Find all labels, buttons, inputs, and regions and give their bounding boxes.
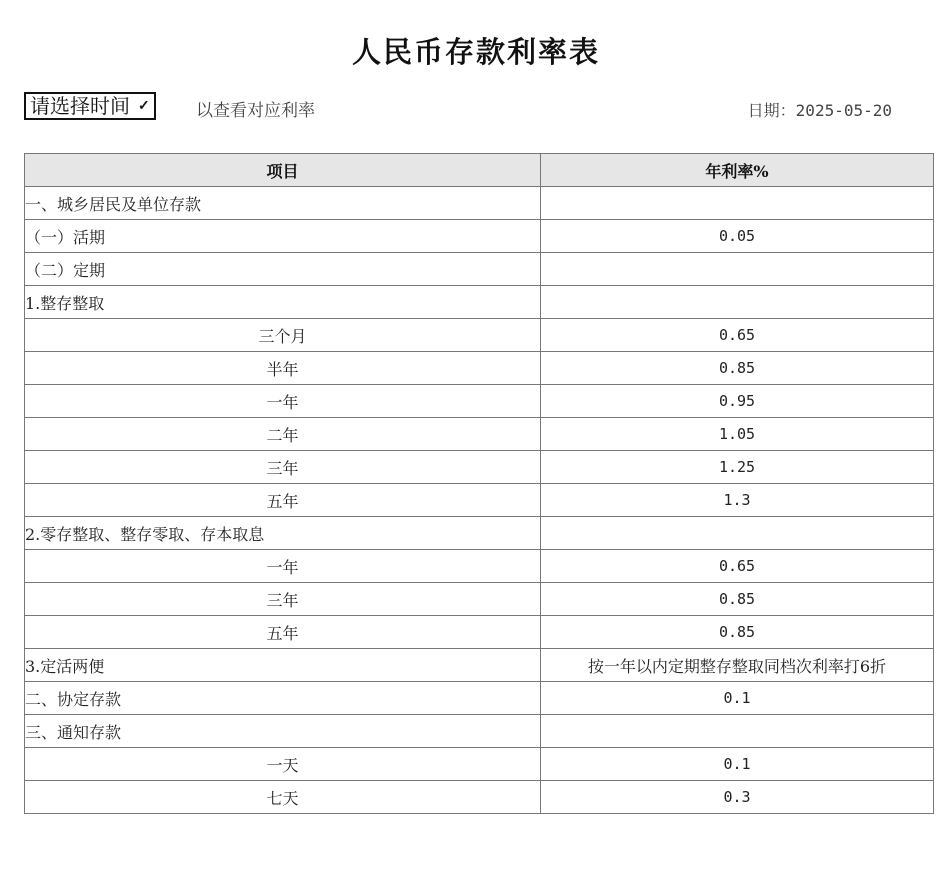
table-header-row <box>25 154 934 187</box>
page-title: 人民币存款利率表 <box>351 35 600 69</box>
row-rate-cell: 1.05 <box>541 418 934 451</box>
row-item-cell: 二年 <box>25 418 541 451</box>
table-row <box>25 286 934 319</box>
row-item-cell: 半年 <box>25 352 541 385</box>
row-item-cell: （一）活期 <box>25 220 541 253</box>
table-row <box>25 649 934 682</box>
table-row <box>25 550 934 583</box>
row-rate-cell: 1.3 <box>541 484 934 517</box>
row-rate-cell <box>541 286 934 319</box>
row-rate-cell: 0.05 <box>541 220 934 253</box>
table-row <box>25 187 934 220</box>
table-row <box>25 319 934 352</box>
row-rate-cell: 0.1 <box>541 682 934 715</box>
row-rate-cell: 0.1 <box>541 748 934 781</box>
row-item-cell: 五年 <box>25 616 541 649</box>
select-hint: 以查看对应利率 <box>196 101 315 121</box>
row-rate-cell <box>541 517 934 550</box>
table-row <box>25 385 934 418</box>
column-header-item: 项目 <box>25 154 541 187</box>
table-row <box>25 253 934 286</box>
table-row <box>25 352 934 385</box>
row-rate-cell: 0.65 <box>541 550 934 583</box>
row-rate-cell: 0.85 <box>541 583 934 616</box>
toolbar <box>24 92 930 122</box>
row-item-cell: 二、协定存款 <box>25 682 541 715</box>
table-row <box>25 682 934 715</box>
row-item-cell: 五年 <box>25 484 541 517</box>
row-item-cell: 三年 <box>25 451 541 484</box>
row-item-cell: 一天 <box>25 748 541 781</box>
table-row <box>25 517 934 550</box>
column-header-rate: 年利率% <box>541 154 934 187</box>
table-row <box>25 715 934 748</box>
table-row <box>25 616 934 649</box>
table-row <box>25 451 934 484</box>
row-item-cell: 3.定活两便 <box>25 649 541 682</box>
row-rate-cell <box>541 253 934 286</box>
row-item-cell: 1.整存整取 <box>25 286 541 319</box>
row-rate-cell: 0.85 <box>541 352 934 385</box>
row-item-cell: 三、通知存款 <box>25 715 541 748</box>
chevron-down-icon: ✓ <box>138 98 150 114</box>
row-rate-cell: 按一年以内定期整存整取同档次利率打6折 <box>541 649 934 682</box>
row-item-cell: 三个月 <box>25 319 541 352</box>
row-item-cell: 一年 <box>25 385 541 418</box>
rates-table-body <box>25 187 934 814</box>
date-display <box>748 98 892 121</box>
table-row <box>25 748 934 781</box>
row-item-cell: 三年 <box>25 583 541 616</box>
row-item-cell: 一、城乡居民及单位存款 <box>25 187 541 220</box>
date-label: 日期： <box>747 101 796 120</box>
row-rate-cell: 0.85 <box>541 616 934 649</box>
table-row <box>25 484 934 517</box>
table-row <box>25 583 934 616</box>
table-row <box>25 220 934 253</box>
row-rate-cell: 1.25 <box>541 451 934 484</box>
row-item-cell: 一年 <box>25 550 541 583</box>
row-rate-cell: 0.65 <box>541 319 934 352</box>
row-rate-cell: 0.95 <box>541 385 934 418</box>
time-select[interactable] <box>24 92 156 120</box>
rates-table <box>24 153 934 814</box>
row-rate-cell: 0.3 <box>541 781 934 814</box>
row-rate-cell <box>541 187 934 220</box>
date-value: 2025-05-20 <box>795 101 892 120</box>
row-item-cell: 2.零存整取、整存零取、存本取息 <box>25 517 541 550</box>
table-row <box>25 418 934 451</box>
time-select-value: 请选择时间 <box>30 94 130 118</box>
row-rate-cell <box>541 715 934 748</box>
row-item-cell: 七天 <box>25 781 541 814</box>
row-item-cell: （二）定期 <box>25 253 541 286</box>
table-row <box>25 781 934 814</box>
